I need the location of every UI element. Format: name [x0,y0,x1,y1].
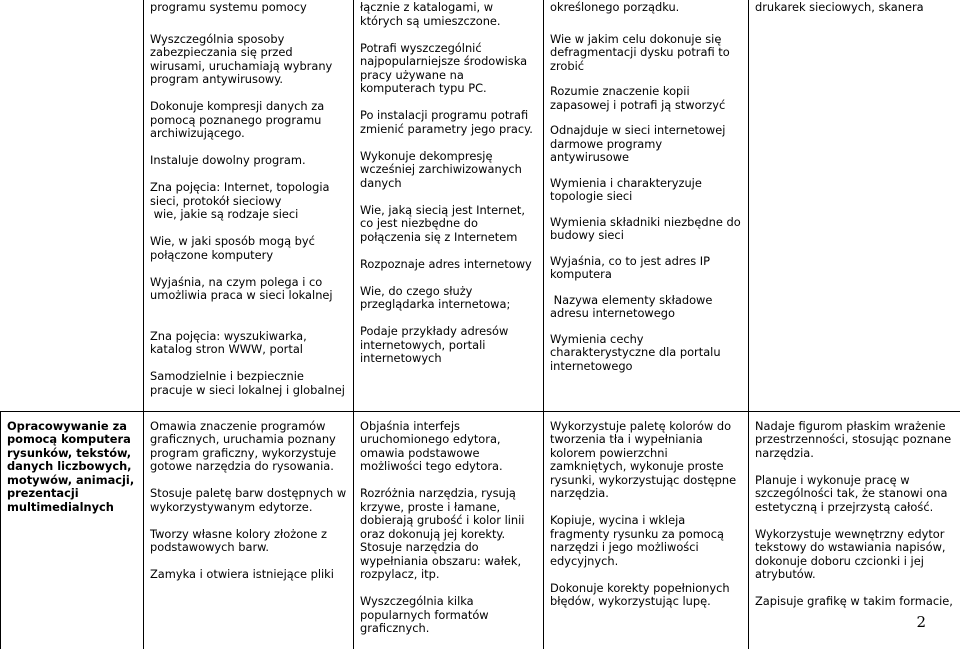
requirement-text: Kopiuje, wycina i wkleja fragmenty rysunku za pomocą narzędzi i jego możliwości edycyjnych. [550,514,742,568]
requirement-text: drukarek sieciowych, skanera [755,1,954,15]
requirement-text: Objaśnia interfejs uruchomionego edytora, omawia podstawowe możliwości tego edytora. [360,420,537,474]
table-cell-requirements-advanced [749,411,960,649]
requirement-text: Wie, w jaki sposób mogą być połączone komputery [150,235,347,262]
requirement-text: Stosuje paletę barw dostępnych w wykorzystywanym edytorze. [150,487,347,514]
table-cell-topic [1,411,144,649]
requirement-text: Dokonuje korekty popełnionych błędów, wykorzystując lupę. [550,582,742,609]
requirement-text: Wykonuje dekompresję wcześniej zarchiwizowanych danych [360,150,537,191]
requirement-text: Wymienia składniki niezbędne do budowy sieci [550,216,742,243]
requirement-text: Dokonuje kompresji danych za pomocą poznanego programu archiwizującego. [150,100,347,141]
table-cell-requirements-extended [354,0,544,411]
requirement-text: Wyszczególnia sposoby zabezpieczania się przed wirusami, uruchamiają wybrany program antywirusowy. [150,33,347,87]
requirement-text: Rozpoznaje adres internetowy [360,258,537,272]
requirement-text: Potrafi wyszczególnić najpopularniejsze środowiska pracy używane na komputerach typu PC. [360,42,537,96]
table-row [1,411,960,649]
requirement-text: Podaje przykłady adresów internetowych, portali internetowych [360,325,537,366]
requirement-text: Wie w jakim celu dokonuje się defragmentacji dysku potrafi to zrobić [550,33,742,74]
requirement-text: Wie, do czego służy przeglądarka internetowa; [360,285,537,312]
table-cell-topic [1,0,144,411]
table-cell-requirements-advanced [749,0,960,411]
requirement-text: Instaluje dowolny program. [150,154,347,168]
table-row [1,0,960,411]
requirement-text: Odnajduje w sieci internetowej darmowe programy antywirusowe [550,124,742,165]
requirement-text: Wykorzystuje wewnętrzny edytor tekstowy do wstawiania napisów, dokonuje doboru czcionki i jej atrybutów. [755,528,954,582]
requirement-text: Tworzy własne kolory złożone z podstawowych barw. [150,528,347,555]
requirement-text: Zna pojęcia: wyszukiwarka, katalog stron WWW, portal [150,330,347,357]
requirement-text: Rozróżnia narzędzia, rysują krzywe, proste i łamane, dobierają grubość i kolor linii oraz dokonują jej korekty. Stosuje narzędzia do wypełniania obszaru: wałek, rozpylacz, itp. [360,487,537,582]
requirement-text: Zna pojęcia: Internet, topologia sieci, protokół sieciowy wie, jakie są rodzaje sieci [150,181,347,222]
requirement-text: Nazywa elementy składowe adresu internetowego [550,294,742,321]
table-cell-requirements-complementary [544,411,749,649]
requirement-text: Omawia znaczenie programów graficznych, uruchamia poznany program graficzny, wykorzystuje gotowe narzędzia do rysowania. [150,420,347,474]
table-cell-requirements-basic [144,0,354,411]
requirement-text: Po instalacji programu potrafi zmienić parametry jego pracy. [360,109,537,136]
requirement-text: programu systemu pomocy [150,1,347,15]
requirement-text: Wie, jaką siecią jest Internet, co jest niezbędne do połączenia się z Internetem [360,204,537,245]
requirement-text: Zapisuje grafikę w takim formacie, [755,595,954,609]
table-cell-requirements-basic [144,411,354,649]
topic-heading: Opracowywanie za pomocą komputera rysunków, tekstów, danych liczbowych, motywów, animacji, prezentacji multimedialnych [7,420,137,515]
requirement-text: Wyjaśnia, co to jest adres IP komputera [550,255,742,282]
requirement-text: Wymienia cechy charakterystyczne dla portalu internetowego [550,333,742,374]
requirement-text: Rozumie znaczenie kopii zapasowej i potrafi ją stworzyć [550,85,742,112]
requirement-text: Wymienia i charakteryzuje topologie sieci [550,177,742,204]
requirement-text: określonego porządku. [550,1,742,15]
requirement-text: Zamyka i otwiera istniejące pliki [150,568,347,582]
requirement-text: Wyjaśnia, na czym polega i co umożliwia praca w sieci lokalnej [150,276,347,303]
page-number: 2 [916,616,926,630]
table-cell-requirements-complementary [544,0,749,411]
requirement-text: Wykorzystuje paletę kolorów do tworzenia tła i wypełniania kolorem powierzchni zamkniętych, wykonuje proste rysunki, wykorzystując dostępne narzędzia. [550,420,742,501]
requirement-text: Planuje i wykonuje pracę w szczególności tak, że stanowi ona estetyczną i przejrzystą całość. [755,474,954,515]
table-cell-requirements-extended [354,411,544,649]
requirement-text: Samodzielnie i bezpiecznie pracuje w sieci lokalnej i globalnej [150,370,347,397]
requirement-text: Wyszczególnia kilka popularnych formatów graficznych. [360,595,537,636]
requirement-text: Nadaje figurom płaskim wrażenie przestrzenności, stosując poznane narzędzia. [755,420,954,461]
requirement-text: łącznie z katalogami, w których są umieszczone. [360,1,537,28]
